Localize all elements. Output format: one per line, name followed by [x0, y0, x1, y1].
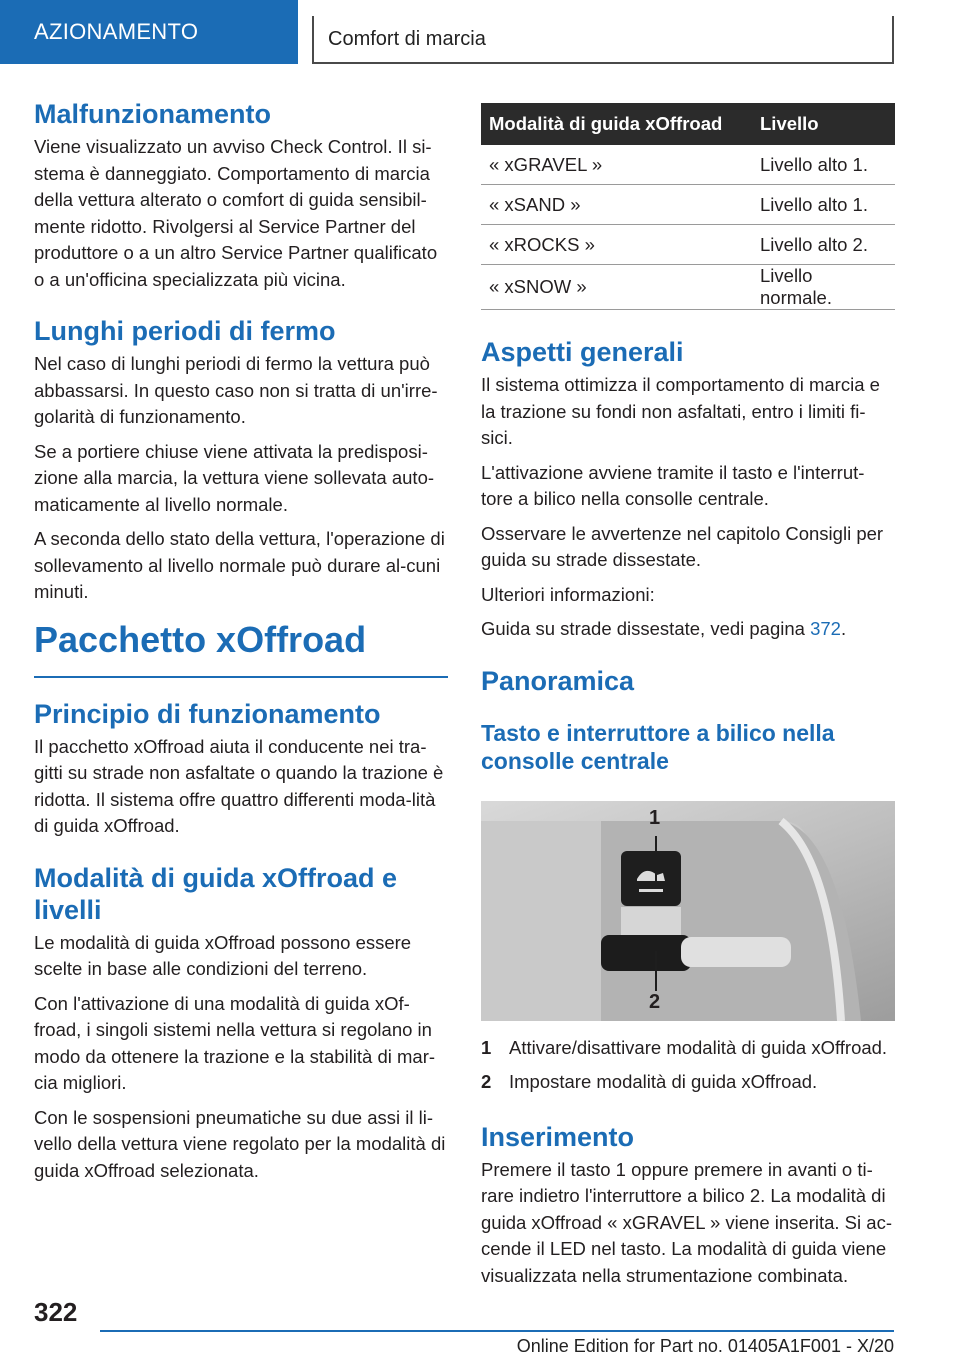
table-cell-mode: « xROCKS »	[481, 225, 752, 265]
figure-label-1: 1	[649, 806, 661, 829]
principle-text: Il pacchetto xOffroad aiuta il conducente nei tra-gitti su strade non asfaltate o quando la trazione è ridotta. Il sistema offre quattro differenti moda-lità di guida xOffroad.	[34, 735, 444, 836]
legend-item	[481, 1035, 895, 1061]
table-header-mode: Modalità di guida xOffroad	[481, 103, 752, 145]
modes-p1: Le modalità di guida xOffroad possono essere scelte in base alle condizioni del terreno.	[34, 931, 412, 979]
overview-heading: Panoramica	[481, 665, 635, 696]
table-cell-level: Livello alto 1.	[752, 145, 895, 185]
legend-item	[481, 1069, 895, 1095]
console-illustration	[481, 801, 895, 1021]
table-header-row	[481, 103, 895, 145]
table-cell-level: Livello alto 1.	[752, 185, 895, 225]
right-column	[481, 103, 895, 1297]
table-cell-mode: « xSNOW »	[481, 265, 752, 310]
modes-table	[481, 103, 895, 310]
activation-text: Premere il tasto 1 oppure premere in avanti o ti-rare indietro l'interruttore a bilico 2. La modalità di guida xOffroad « xGRAVEL » viene inserita. Si ac-cende il LED nel tasto. La modalità di guida viene visualizzata nella strumentazione combinata.	[481, 1158, 892, 1286]
principle-heading: Principio di funzionamento	[34, 698, 381, 729]
modes-p3: Con le sospensioni pneumatiche su due assi il li-vello della vettura viene regolato per la modalità di guida xOffroad selezionata.	[34, 1106, 446, 1181]
legend-number: 1	[481, 1036, 492, 1058]
long-stops-heading: Lunghi periodi di fermo	[34, 316, 336, 346]
modes-heading: Modalità di guida xOffroad e livelli	[34, 862, 398, 925]
figure-label-2: 2	[649, 990, 661, 1013]
table-row	[481, 185, 895, 225]
general-p1: Il sistema ottimizza il comportamento di marcia e la trazione su fondi non asfaltati, entro i limiti fi-sici.	[481, 374, 880, 448]
footer-divider	[100, 1330, 894, 1332]
long-stops-p2: Se a portiere chiuse viene attivata la predisposi-zione alla marcia, la vettura viene sollevata auto-maticamente al livello normale.	[34, 440, 435, 515]
section-title: Comfort di marcia	[312, 16, 894, 64]
table-header-level: Livello	[752, 103, 895, 145]
malfunction-text: Viene visualizzato un avviso Check Control. Il si-stema è danneggiato. Comportamento di marcia della vettura alterato o comfort di guida sensibil-mente ridotto. Rivolgersi al Service Partner del produttore o a un altro Service Partner qualificato o a un'officina specializzata più vicina.	[34, 136, 438, 290]
table-row	[481, 265, 895, 310]
general-p2: L'attivazione avviene tramite il tasto e l'interrut-tore a bilico nella consolle centrale.	[481, 461, 865, 509]
modes-p2: Con l'attivazione di una modalità di guida xOf-froad, i singoli sistemi nella vettura si regolano in modo da ottenere la trazione e la stabilità di mar-cia migliori.	[34, 992, 436, 1093]
long-stops-p3: A seconda dello stato della vettura, l'operazione di sollevamento al livello normale può durare al-cuni minuti.	[34, 528, 445, 602]
console-switch-photo	[481, 801, 895, 1021]
legend-text: Attivare/disattivare modalità di guida xOffroad.	[509, 1036, 888, 1058]
page-link[interactable]: 372	[810, 618, 841, 639]
table-cell-level: Livello normale.	[752, 265, 895, 310]
package-heading: Pacchetto xOffroad	[34, 620, 448, 678]
page-number: 322	[34, 1297, 78, 1327]
edition-note: Online Edition for Part no. 01405A1F001 - X/20	[516, 1336, 894, 1356]
legend-text: Impostare modalità di guida xOffroad.	[509, 1070, 818, 1092]
general-p3: Osservare le avvertenze nel capitolo Consigli per guida su strade dissestate.	[481, 522, 884, 570]
legend-number: 2	[481, 1070, 492, 1092]
table-row	[481, 145, 895, 185]
table-row	[481, 225, 895, 265]
chapter-tab: AZIONAMENTO	[0, 0, 298, 64]
general-p5-text: Guida su strade dissestate, vedi pagina	[481, 618, 811, 639]
general-p4: Ulteriori informazioni:	[481, 583, 655, 605]
general-p5	[481, 616, 895, 643]
table-cell-level: Livello alto 2.	[752, 225, 895, 265]
switch-heading: Tasto e interruttore a bilico nella consolle centrale	[481, 719, 835, 774]
left-column	[34, 98, 448, 1192]
table-cell-mode: « xSAND »	[481, 185, 752, 225]
activation-heading: Inserimento	[481, 1121, 635, 1152]
long-stops-p1: Nel caso di lunghi periodi di fermo la vettura può abbassarsi. In questo caso non si tratta di un'irre-golarità di funzionamento.	[34, 353, 438, 427]
general-p5-end: .	[840, 618, 847, 639]
table-cell-mode: « xGRAVEL »	[481, 145, 752, 185]
general-heading: Aspetti generali	[481, 337, 684, 367]
malfunction-heading: Malfunzionamento	[34, 99, 271, 129]
